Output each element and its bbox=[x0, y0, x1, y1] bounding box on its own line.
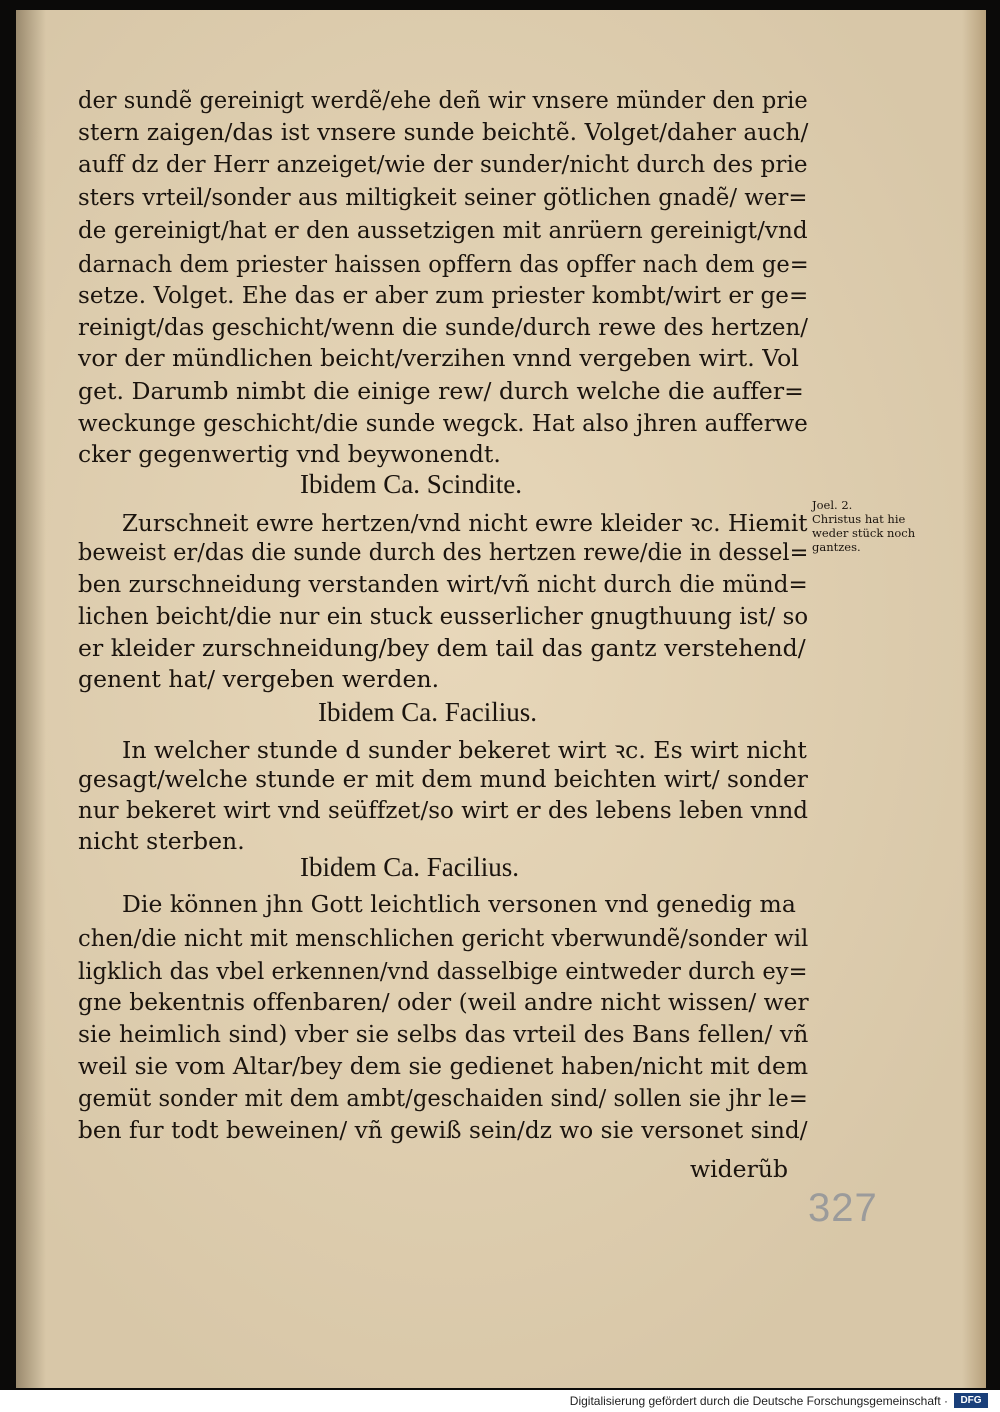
body-line: beweist er/das die sunde durch des hertzen rewe/die in dessel= bbox=[78, 538, 809, 566]
footer-credit-text: Digitalisierung gefördert durch die Deutsche Forschungsgemeinschaft · bbox=[569, 1394, 948, 1408]
section-heading-facilius-2: Ibidem Ca. Facilius. bbox=[300, 852, 519, 882]
body-line: In welcher stunde d sunder bekeret wirt ꝛc. Es wirt nicht bbox=[122, 736, 807, 764]
body-line: sters vrteil/sonder aus miltigkeit seiner götlichen gnadẽ/ wer= bbox=[78, 183, 808, 211]
body-line: get. Darumb nimbt die einige rew/ durch welche die auffer= bbox=[78, 377, 804, 405]
page-edge-shadow bbox=[962, 10, 986, 1388]
body-line: genent hat/ vergeben werden. bbox=[78, 665, 440, 693]
margin-note-line: Joel. 2. bbox=[812, 498, 853, 512]
page-gutter-shadow bbox=[16, 10, 46, 1388]
body-line: darnach dem priester haissen opffern das opffer nach dem ge= bbox=[78, 250, 809, 278]
body-line: de gereinigt/hat er den aussetzigen mit anrüern gereinigt/vnd bbox=[78, 216, 808, 244]
body-line: er kleider zurschneidung/bey dem tail das gantz verstehend/ bbox=[78, 634, 806, 662]
body-line: reinigt/das geschicht/wenn die sunde/durch rewe des hertzen/ bbox=[78, 313, 809, 341]
body-line: cker gegenwertig vnd beywonendt. bbox=[78, 440, 501, 468]
body-line: sie heimlich sind) vber sie selbs das vrteil des Bans fellen/ vñ bbox=[78, 1020, 809, 1048]
dfg-logo-icon: DFG bbox=[954, 1393, 988, 1408]
body-line: nicht sterben. bbox=[78, 827, 245, 855]
body-line: weil sie vom Altar/bey dem sie gedienet haben/nicht mit dem bbox=[78, 1052, 809, 1080]
body-line: setze. Volget. Ehe das er aber zum priester kombt/wirt er ge= bbox=[78, 281, 809, 309]
body-line: chen/die nicht mit menschlichen gericht vberwundẽ/sonder wil bbox=[78, 924, 809, 952]
folio-number: 327 bbox=[808, 1186, 878, 1230]
body-line: stern zaigen/das ist vnsere sunde beichtẽ. Volget/daher auch/ bbox=[78, 118, 809, 146]
body-line: weckunge geschicht/die sunde wegck. Hat also jhren aufferwe bbox=[78, 409, 808, 437]
body-line: ben zurschneidung verstanden wirt/vñ nicht durch die münd= bbox=[78, 570, 808, 598]
body-line: ligklich das vbel erkennen/vnd dasselbige eintweder durch ey= bbox=[78, 957, 808, 985]
body-line: nur bekeret wirt vnd seüffzet/so wirt er des lebens leben vnnd bbox=[78, 796, 809, 824]
margin-note-line: gantzes. bbox=[812, 540, 861, 554]
body-line: Die können jhn Gott leichtlich versonen vnd genedig ma bbox=[122, 890, 796, 918]
margin-note-line: Christus hat hie bbox=[812, 512, 906, 526]
margin-note-line: weder stück noch bbox=[812, 526, 916, 540]
body-line: der sundẽ gereinigt werdẽ/ehe deñ wir vnsere münder den prie bbox=[78, 86, 808, 114]
body-line: auff dz der Herr anzeiget/wie der sunder/nicht durch des prie bbox=[78, 150, 808, 178]
body-line: Zurschneit ewre hertzen/vnd nicht ewre kleider ꝛc. Hiemit bbox=[122, 509, 808, 537]
section-heading-facilius-1: Ibidem Ca. Facilius. bbox=[318, 697, 537, 727]
body-line: gne bekentnis offenbaren/ oder (weil andre nicht wissen/ wer bbox=[78, 988, 809, 1016]
body-line: lichen beicht/die nur ein stuck eusserlicher gnugthuung ist/ so bbox=[78, 602, 809, 630]
catchword: widerũb bbox=[690, 1155, 788, 1183]
body-line: vor der mündlichen beicht/verzihen vnnd vergeben wirt. Vol bbox=[78, 344, 799, 372]
body-line: gemüt sonder mit dem ambt/geschaiden sind/ sollen sie jhr le= bbox=[78, 1084, 808, 1112]
digitization-footer bbox=[0, 1390, 1000, 1412]
section-heading-scindite: Ibidem Ca. Scindite. bbox=[300, 469, 522, 499]
body-line: ben fur todt beweinen/ vñ gewiß sein/dz wo sie versonet sind/ bbox=[78, 1116, 808, 1144]
body-line: gesagt/welche stunde er mit dem mund beichten wirt/ sonder bbox=[78, 765, 808, 793]
